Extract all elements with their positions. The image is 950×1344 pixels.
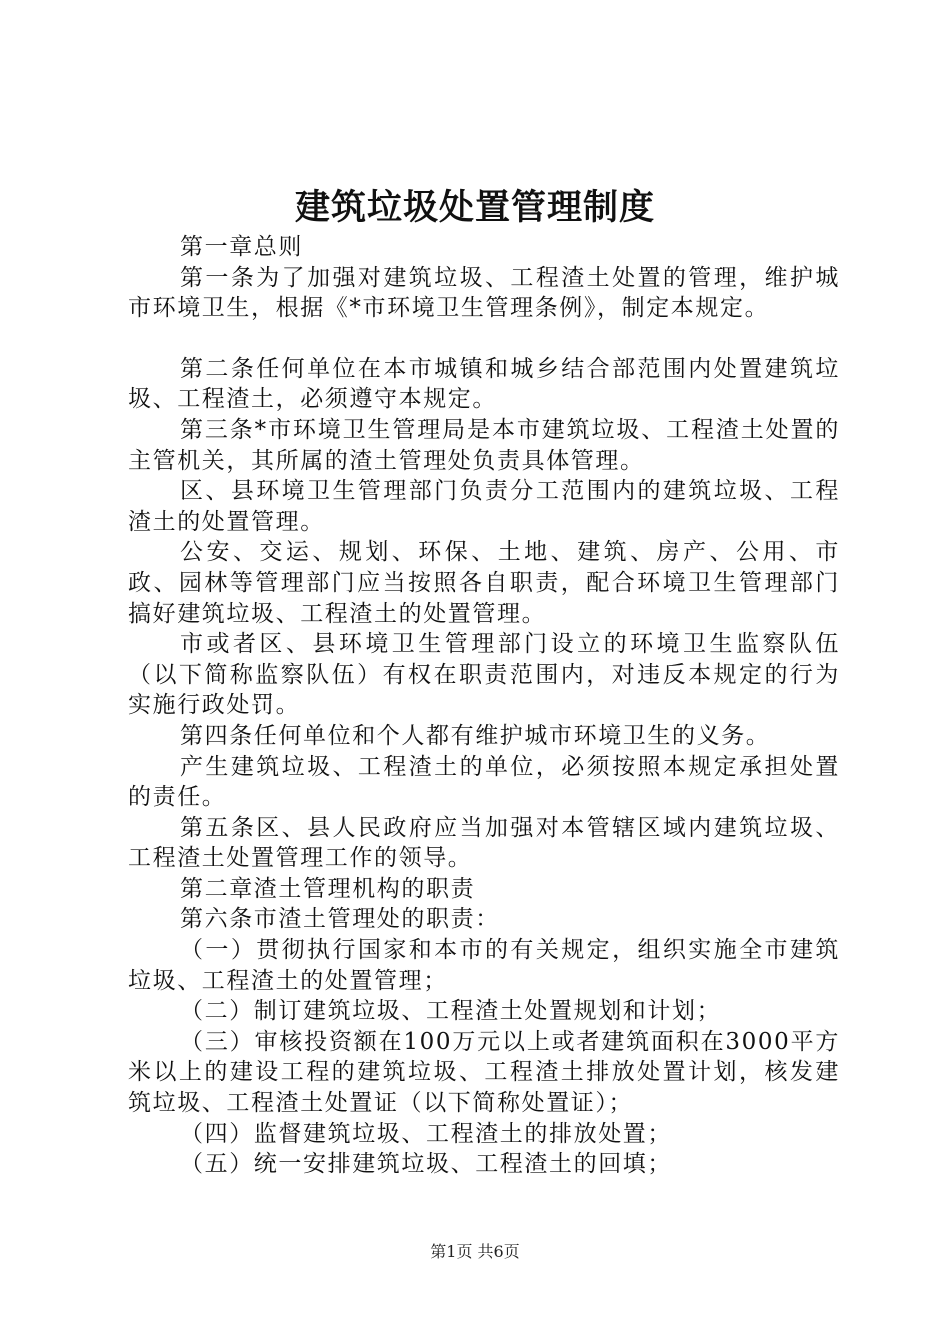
- paragraph: 产生建筑垃圾、工程渣土的单位，必须按照本规定承担处置的责任。: [128, 753, 840, 811]
- paragraph: 第三条*市环境卫生管理局是本市建筑垃圾、工程渣土处置的主管机关，其所属的渣土管理处负责具体管理。: [128, 416, 840, 474]
- paragraph: 第二条任何单位在本市城镇和城乡结合部范围内处置建筑垃圾、工程渣土，必须遵守本规定。: [128, 355, 840, 413]
- paragraph: 市或者区、县环境卫生管理部门设立的环境卫生监察队伍（以下简称监察队伍）有权在职责范围内，对违反本规定的行为实施行政处罚。: [128, 631, 840, 719]
- list-item: （三）审核投资额在100万元以上或者建筑面积在3000平方米以上的建设工程的建筑垃圾、工程渣土排放处置计划，核发建筑垃圾、工程渣土处置证（以下简称处置证）；: [128, 1028, 840, 1117]
- paragraph: 第五条区、县人民政府应当加强对本管辖区域内建筑垃圾、工程渣土处置管理工作的领导。: [128, 814, 840, 872]
- list-item: （五）统一安排建筑垃圾、工程渣土的回填；: [180, 1151, 672, 1178]
- list-item: （二）制订建筑垃圾、工程渣土处置规划和计划；: [180, 998, 722, 1025]
- paragraph: 公安、交运、规划、环保、土地、建筑、房产、公用、市政、园林等管理部门应当按照各自职责，配合环境卫生管理部门搞好建筑垃圾、工程渣土的处置管理。: [128, 539, 840, 627]
- document-body: [128, 232, 840, 1180]
- list-item: （四）监督建筑垃圾、工程渣土的排放处置；: [180, 1120, 672, 1147]
- document-title: 建筑垃圾处置管理制度: [294, 187, 655, 228]
- chapter-heading: 第二章渣土管理机构的职责: [180, 875, 476, 902]
- paragraph: 区、县环境卫生管理部门负责分工范围内的建筑垃圾、工程渣土的处置管理。: [128, 478, 840, 535]
- paragraph: 第六条市渣土管理处的职责：: [180, 906, 500, 933]
- paragraph: 第四条任何单位和个人都有维护城市环境卫生的义务。: [180, 722, 771, 749]
- chapter-heading: 第一章总则: [180, 234, 303, 260]
- list-item: （一）贯彻执行国家和本市的有关规定，组织实施全市建筑垃圾、工程渣土的处置管理；: [128, 937, 840, 994]
- page-number: 第1页 共6页: [430, 1242, 520, 1261]
- paragraph: 第一条为了加强对建筑垃圾、工程渣土处置的管理，维护城市环境卫生，根据《*市环境卫生管理条例》，制定本规定。: [128, 264, 840, 322]
